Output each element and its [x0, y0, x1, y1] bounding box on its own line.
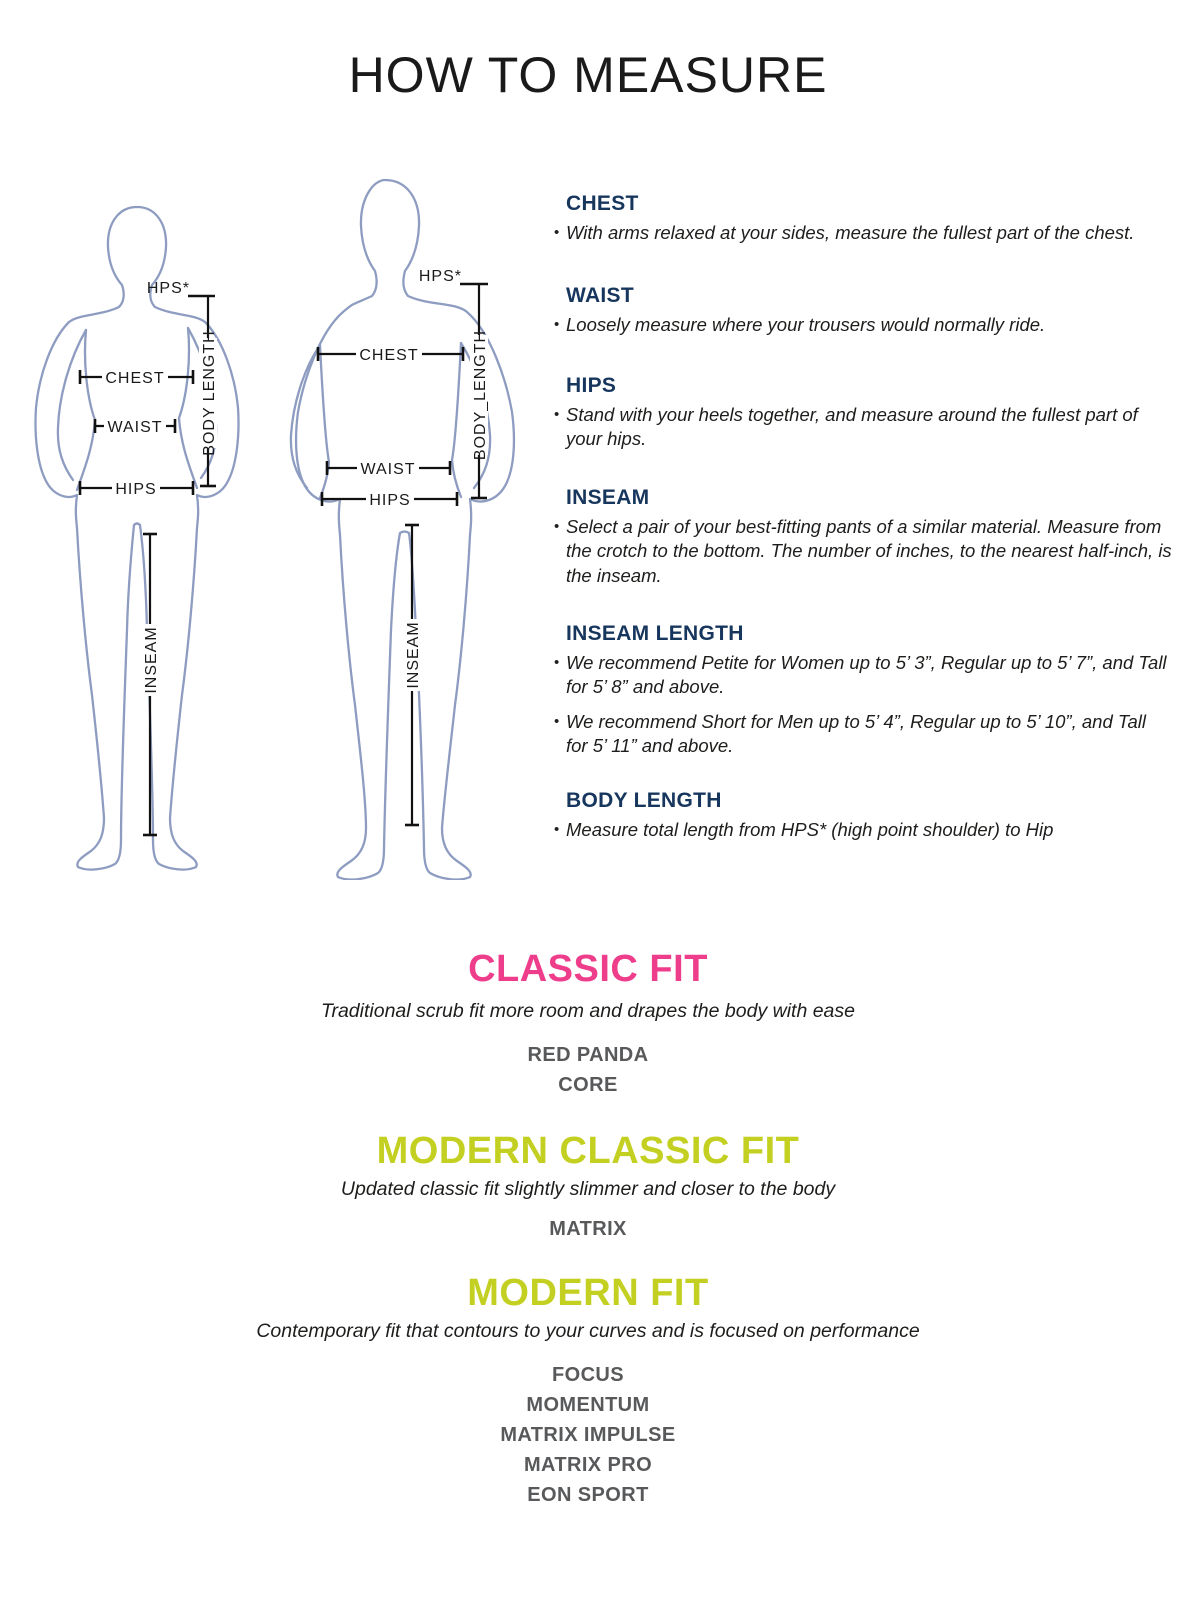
male-hips-label: HIPS — [369, 492, 411, 509]
male-bodylength-label: BODY_LENGTH — [472, 329, 489, 461]
brand-name: RED PANDA — [527, 1044, 649, 1066]
female-measurements — [80, 280, 218, 835]
bullet-text: With arms relaxed at your sides, measure the fullest part of the chest. — [566, 222, 1135, 243]
modern-classic-fit-heading: MODERN CLASSIC FIT — [376, 1130, 800, 1172]
female-inseam-label: INSEAM — [143, 626, 160, 694]
section-heading: BODY LENGTH — [566, 789, 722, 812]
classic-fit-heading: CLASSIC FIT — [468, 948, 708, 990]
bullet-dot: • — [554, 821, 560, 838]
male-inseam-label: INSEAM — [405, 621, 422, 689]
female-waist-label: WAIST — [107, 419, 163, 436]
bullet-dot: • — [554, 224, 560, 241]
bullet-dot: • — [554, 712, 560, 730]
bullet-item — [554, 313, 1172, 337]
brand-name: CORE — [558, 1074, 618, 1096]
bullet-dot: • — [554, 518, 560, 535]
bullet-item — [554, 710, 1172, 759]
measure-section-inseam-length — [548, 622, 1172, 769]
classic-fit-brands — [0, 1040, 1176, 1100]
brand-name: EON SPORT — [527, 1484, 649, 1506]
bullet-text: We recommend Short for Men up to 5’ 4”, Regular up to 5’ 10”, and Tall for 5’ 11” and above. — [566, 710, 1146, 757]
female-hips-label: HIPS — [115, 481, 157, 498]
measure-section-chest — [548, 192, 1172, 255]
brand-name: MATRIX — [549, 1218, 627, 1240]
bullet-item — [554, 651, 1172, 700]
brand-name: MATRIX PRO — [523, 1454, 653, 1476]
modern-classic-fit-tagline: Updated classic fit slightly slimmer and closer to the body — [340, 1178, 836, 1200]
section-heading: INSEAM — [566, 486, 650, 509]
male-right-torso-edge — [452, 343, 461, 497]
modern-fit-heading: MODERN FIT — [467, 1272, 709, 1314]
female-hps-label: HPS* — [146, 280, 190, 297]
bullet-item — [554, 515, 1172, 588]
female-left-arm-inner — [58, 330, 86, 480]
measurement-diagram — [0, 150, 540, 880]
female-right-torso-edge — [179, 328, 197, 488]
bullet-dot: • — [554, 654, 560, 671]
male-left-torso-edge — [320, 345, 329, 498]
bullet-text: Measure total length from HPS* (high point shoulder) to Hip — [566, 819, 1054, 840]
section-heading: WAIST — [566, 284, 634, 307]
measure-section-body-length — [548, 789, 1172, 852]
bullet-text: Loosely measure where your trousers would normally ride. — [566, 314, 1046, 335]
bullet-dot: • — [554, 316, 560, 333]
bullet-text: Stand with your heels together, and measure around the fullest part of your hips. — [566, 404, 1138, 450]
female-left-torso-edge — [77, 330, 95, 490]
bullet-text: We recommend Petite for Women up to 5’ 3”, Regular up to 5’ 7”, and Tall for 5’ 8” and above. — [566, 652, 1167, 698]
brand-name: FOCUS — [552, 1364, 624, 1386]
male-chest-label: CHEST — [359, 347, 419, 364]
modern-fit-tagline: Contemporary fit that contours to your curves and is focused on performance — [256, 1320, 920, 1342]
section-heading: INSEAM LENGTH — [566, 622, 744, 645]
male-hps-label: HPS* — [418, 268, 462, 285]
measure-section-hips — [548, 374, 1172, 462]
bullet-text: Select a pair of your best-fitting pants of a similar material. Measure from the crotch to the bottom. The number of inches, to the nearest half-inch, is the inseam. — [566, 516, 1172, 586]
modern-classic-fit-brands — [0, 1214, 1176, 1244]
bullet-dot: • — [554, 406, 560, 423]
section-heading: CHEST — [566, 192, 639, 215]
bullet-item — [554, 403, 1172, 452]
section-heading: HIPS — [566, 374, 617, 397]
male-left-arm-inner — [291, 345, 320, 488]
brand-name: MATRIX IMPULSE — [500, 1424, 676, 1446]
classic-fit-tagline: Traditional scrub fit more room and drapes the body with ease — [321, 1000, 855, 1022]
bullet-item — [554, 221, 1172, 245]
female-bodylength-label: BODY LENGTH — [201, 330, 218, 456]
female-chest-label: CHEST — [105, 370, 165, 387]
brand-name: MOMENTUM — [526, 1394, 650, 1416]
modern-fit-brands — [0, 1360, 1176, 1510]
male-waist-label: WAIST — [360, 461, 416, 478]
measure-section-waist — [548, 284, 1172, 347]
measure-section-inseam — [548, 486, 1172, 598]
page-title: HOW TO MEASURE — [348, 47, 828, 103]
male-measurements — [318, 268, 489, 825]
bullet-item — [554, 818, 1172, 842]
